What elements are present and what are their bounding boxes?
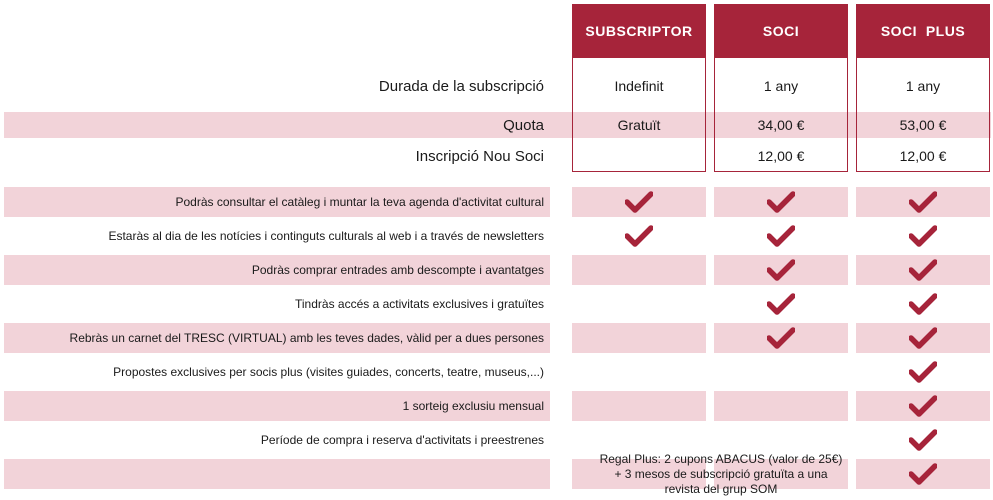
feature-row-cell-bg [714,391,848,421]
check-icon [909,463,937,485]
check-icon [767,225,795,247]
check-icon [767,293,795,315]
check-icon [767,191,795,213]
check-icon [625,191,653,213]
check-icon [767,259,795,281]
check-icon [909,225,937,247]
check-icon [909,259,937,281]
check-icon [767,327,795,349]
inscripcio-subscriptor [572,142,706,170]
check-icon [909,293,937,315]
header-subscriptor: SUBSCRIPTOR [572,4,706,58]
feature-label: Regal Plus: 2 cupons ABACUS (valor de 25€) + 3 mesos de subscripció gratuïta a una revista del grup SOM [599,451,843,496]
check-icon [909,327,937,349]
feature-label: Podràs consultar el catàleg i muntar la teva agenda d'activitat cultural [175,194,544,209]
feature-label: Estaràs al dia de les notícies i continguts culturals al web i a través de newsletters [108,228,544,243]
header-soci-plus: SOCI PLUS [856,4,990,58]
feature-label: Període de compra i reserva d'activitats i preestrenes [260,432,544,447]
row-quota-label: Quota [503,116,544,134]
inscripcio-soci: 12,00 € [757,148,805,164]
check-icon [625,225,653,247]
check-icon [909,361,937,383]
header-soci: SOCI [714,4,848,58]
quota-subscriptor: Gratuït [617,117,661,133]
row-inscripcio-label: Inscripció Nou Soci [415,147,544,165]
durada-soci-plus: 1 any [905,78,941,94]
check-icon [909,429,937,451]
feature-row-cell-bg [572,323,706,353]
feature-label: Tindràs accés a activitats exclusives i gratuïtes [295,296,544,311]
durada-subscriptor: Indefinit [614,78,664,94]
quota-soci-plus: 53,00 € [899,117,947,133]
feature-row-cell-bg [572,255,706,285]
check-icon [909,191,937,213]
feature-label: Rebràs un carnet del TRESC (VIRTUAL) amb les teves dades, vàlid per a dues persones [69,330,544,345]
feature-label: Podràs comprar entrades amb descompte i avantatges [251,262,544,277]
durada-soci: 1 any [763,78,799,94]
inscripcio-soci-plus: 12,00 € [899,148,947,164]
check-icon [909,395,937,417]
feature-row-cell-bg [572,391,706,421]
feature-label: 1 sorteig exclusiu mensual [402,398,544,413]
quota-soci: 34,00 € [757,117,805,133]
row-durada-label: Durada de la subscripció [378,77,544,95]
feature-label: Propostes exclusives per socis plus (visites guiades, concerts, teatre, museus,...) [113,364,544,379]
